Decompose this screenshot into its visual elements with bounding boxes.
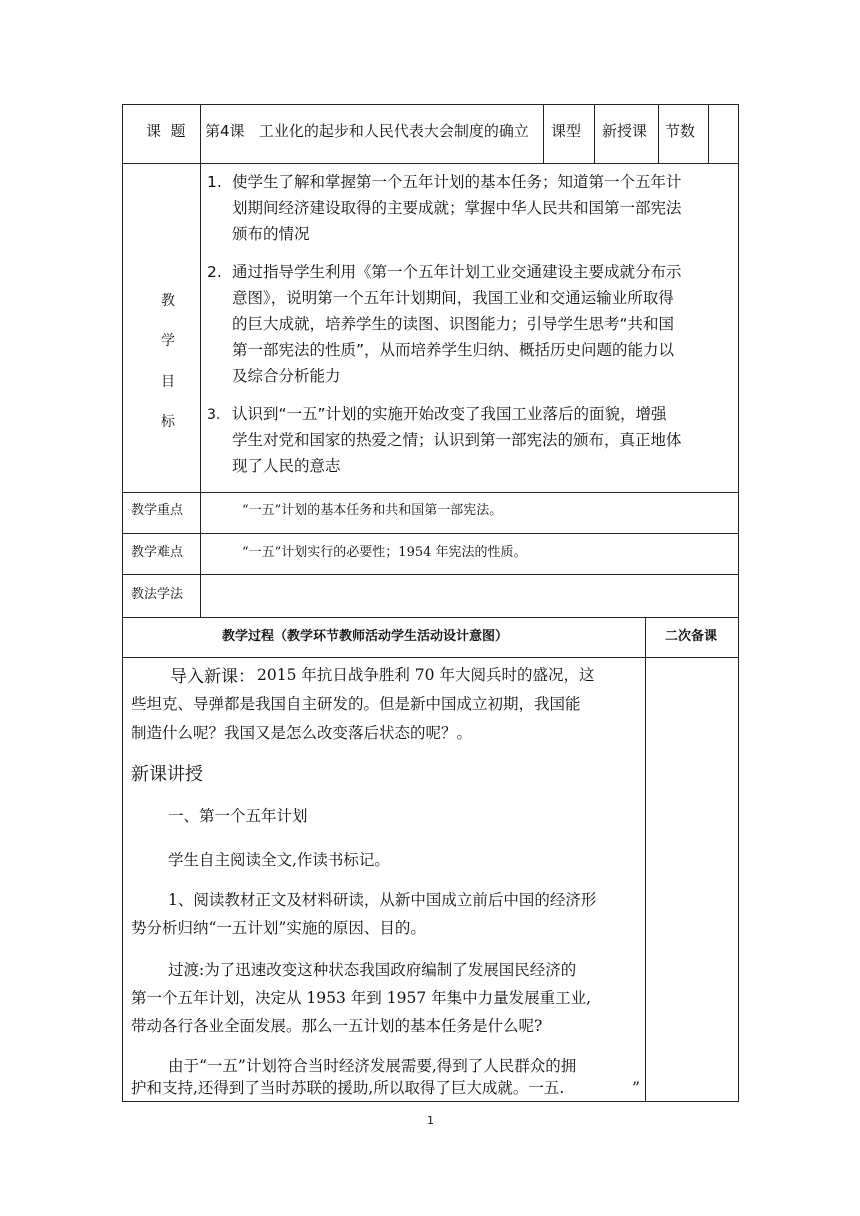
summary-line: 由于“一五”计划符合当时经济发展需要,得到了人民群众的拥 [168, 1057, 577, 1075]
key-points-label: 教学重点 [131, 503, 184, 518]
lesson-type-label: 课型 [551, 122, 582, 140]
objective-line: 现了人民的意志 [232, 457, 341, 475]
process-heading: 教学过程（教学环节教师活动学生活动设计意图） [222, 629, 509, 644]
difficulties-label: 教学难点 [131, 545, 184, 560]
new-lesson-heading: 新课讲授 [131, 764, 203, 785]
lesson-type-value: 新授课 [602, 122, 648, 140]
difficulties-text: “一五”计划实行的必要性；1954 年宪法的性质。 [242, 545, 527, 560]
summary-closing-quote: ” [632, 1079, 640, 1097]
objective-line: 使学生了解和掌握第一个五年计划的基本任务；知道第一个五年计 [232, 173, 682, 191]
header-divider-4 [708, 104, 709, 164]
objectives-label-char: 标 [161, 414, 175, 430]
key-points-text: “一五”计划的基本任务和共和国第一部宪法。 [242, 503, 503, 518]
objective-line: 划期间经济建设取得的主要成就；掌握中华人民共和国第一部宪法 [232, 199, 682, 217]
second-prep-heading: 二次备课 [665, 629, 718, 644]
self-read-instruction: 学生自主阅读全文,作读书标记。 [168, 851, 390, 869]
objective-line: 通过指导学生利用《第一个五年计划工业交通建设主要成就分布示 [232, 263, 682, 281]
objective-line: 学生对党和国家的热爱之情；认识到第一部宪法的颁布，真正地体 [232, 431, 682, 449]
header-divider-1 [543, 104, 544, 164]
process-column-divider [645, 617, 646, 1102]
objective-line: 意图》，说明第一个五年计划期间，我国工业和交通运输业所取得 [232, 289, 674, 307]
objective-number: 2. [207, 263, 222, 281]
intro-line: 制造什么呢？我国又是怎么改变落后状态的呢？。 [131, 724, 473, 742]
difficulties-row-bottom [122, 574, 738, 575]
transition-line: 第一个五年计划，决定从 1953 年到 1957 年集中力量发展重工业, [131, 989, 592, 1007]
objective-line: 第一部宪法的性质”，从而培养学生归纳、概括历史问题的能力以 [232, 341, 675, 359]
key-points-row-bottom [122, 533, 738, 534]
topic-label: 课 题 [146, 122, 186, 140]
objective-line: 颁布的情况 [232, 225, 310, 243]
label-column-divider [200, 104, 201, 618]
task-line: 1、阅读教材正文及材料研读，从新中国成立前后中国的经济形 [168, 891, 597, 909]
page-number: 1 [427, 1114, 434, 1127]
transition-line: 带动各行各业全面发展。那么一五计划的基本任务是什么呢? [131, 1017, 543, 1035]
lesson-title: 第4课 工业化的起步和人民代表大会制度的确立 [205, 122, 529, 140]
objectives-row-bottom [122, 492, 738, 493]
objective-line: 及综合分析能力 [232, 367, 341, 385]
objective-line: 认识到“一五”计划的实施开始改变了我国工业落后的面貌，增强 [232, 405, 667, 423]
summary-line: 护和支持,还得到了当时苏联的援助,所以取得了巨大成就。一五. [131, 1079, 565, 1097]
objective-number: 1. [207, 173, 222, 191]
task-line: 势分析归纳“一五计划”实施的原因、目的。 [131, 919, 426, 937]
objective-line: 的巨大成就，培养学生的读图、识图能力；引导学生思考“共和国 [232, 315, 675, 333]
objectives-label-char: 目 [161, 374, 175, 390]
methods-label: 教法学法 [131, 587, 184, 602]
header-divider-3 [658, 104, 659, 164]
section-heading: 一、第一个五年计划 [168, 807, 308, 825]
header-row-bottom [122, 163, 738, 164]
table-border-top [122, 104, 738, 105]
intro-line: 2015 年抗日战争胜利 70 年大阅兵时的盛况，这 [257, 666, 595, 684]
objectives-label-char: 教 [161, 293, 175, 309]
table-border-right [738, 104, 739, 1102]
transition-line: 过渡:为了迅速改变这种状态我国政府编制了发展国民经济的 [168, 961, 577, 979]
header-divider-2 [594, 104, 595, 164]
objective-number: 3. [207, 407, 221, 423]
table-border-left [122, 104, 123, 1102]
intro-label: 导入新课： [170, 667, 255, 687]
periods-label: 节数 [665, 122, 696, 140]
objectives-label-char: 学 [161, 333, 175, 349]
intro-line: 些坦克、导弹都是我国自主研发的。但是新中国成立初期，我国能 [131, 695, 581, 713]
